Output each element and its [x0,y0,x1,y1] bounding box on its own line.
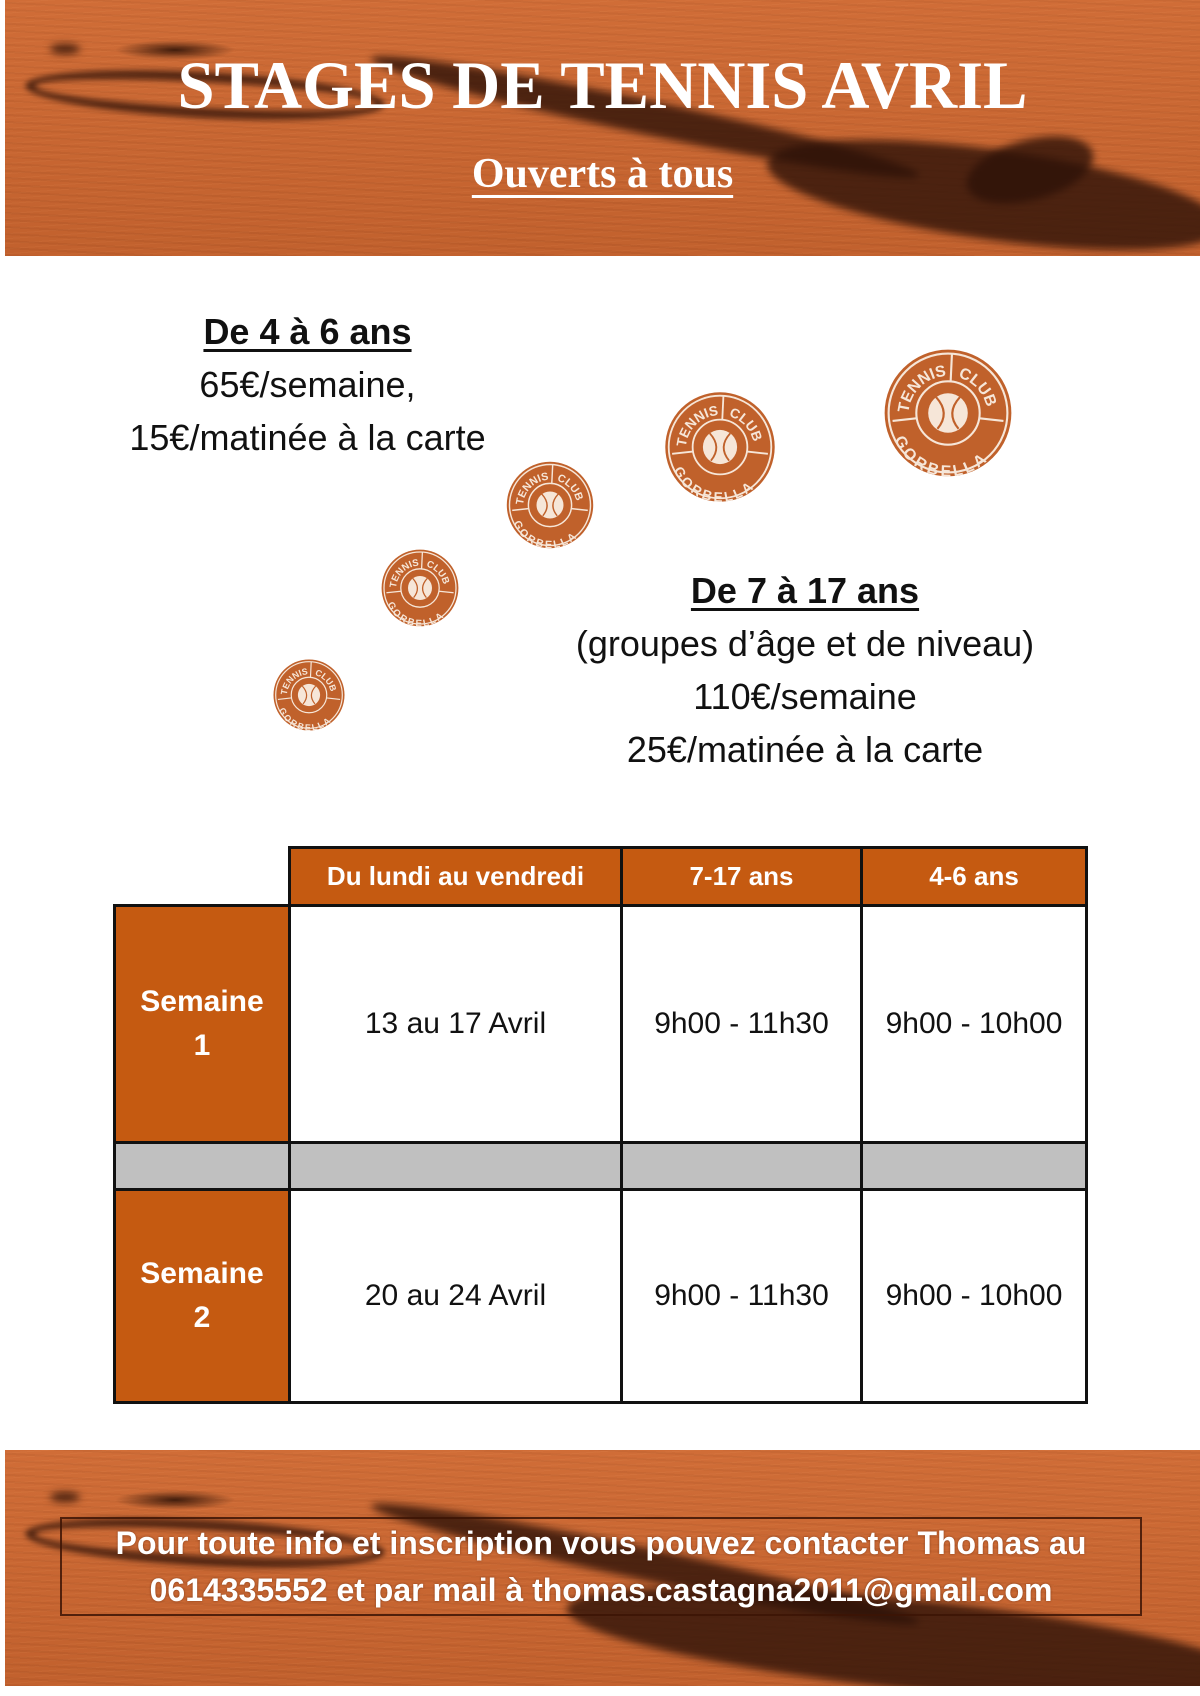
table-row [115,1190,1087,1403]
pricing-line: 110€/semaine [693,676,917,717]
pricing-7-17 [540,564,1070,776]
pricing-heading: De 7 à 17 ans [690,570,920,611]
club-logo-icon [663,390,777,504]
week-label: Semaine 1 [115,906,290,1143]
time-7-17: 9h00 - 11h30 [622,906,862,1143]
page-title: STAGES DE TENNIS AVRIL [177,47,1028,123]
club-logo-icon [882,347,1014,479]
week-dates: 13 au 17 Avril [290,906,622,1143]
header-banner [5,0,1200,256]
time-7-17: 9h00 - 11h30 [622,1190,862,1403]
pricing-line: 15€/matinée à la carte [129,417,486,458]
schedule-table [113,846,1088,1404]
column-header-7-17: 7-17 ans [622,848,862,906]
table-corner [115,848,290,906]
club-logo-icon [380,548,460,628]
week-dates: 20 au 24 Avril [290,1190,622,1403]
week-label: Semaine 2 [115,1190,290,1403]
pricing-line: 25€/matinée à la carte [626,729,984,770]
pricing-line: (groupes d’âge et de niveau) [575,623,1035,664]
column-header-4-6: 4-6 ans [862,848,1087,906]
club-logo-icon [505,460,595,550]
pricing-heading: De 4 à 6 ans [203,311,412,352]
time-4-6: 9h00 - 10h00 [862,906,1087,1143]
separator-row [115,1143,1087,1190]
pricing-line: 65€/semaine, [199,364,416,405]
page-subtitle: Ouverts à tous [471,151,734,197]
table-header-row [115,848,1087,906]
table-row [115,906,1087,1143]
contact-line-1: Pour toute info et inscription vous pouvez contacter Thomas au [115,1525,1087,1561]
column-header-dates: Du lundi au vendredi [290,848,622,906]
time-4-6: 9h00 - 10h00 [862,1190,1087,1403]
contact-line-2: 0614335552 et par mail à thomas.castagna2011@gmail.com [149,1572,1053,1608]
contact-info [60,1517,1142,1616]
ball-shadow [50,1492,80,1502]
club-logo-icon [272,658,346,732]
pricing-4-6 [100,305,515,464]
